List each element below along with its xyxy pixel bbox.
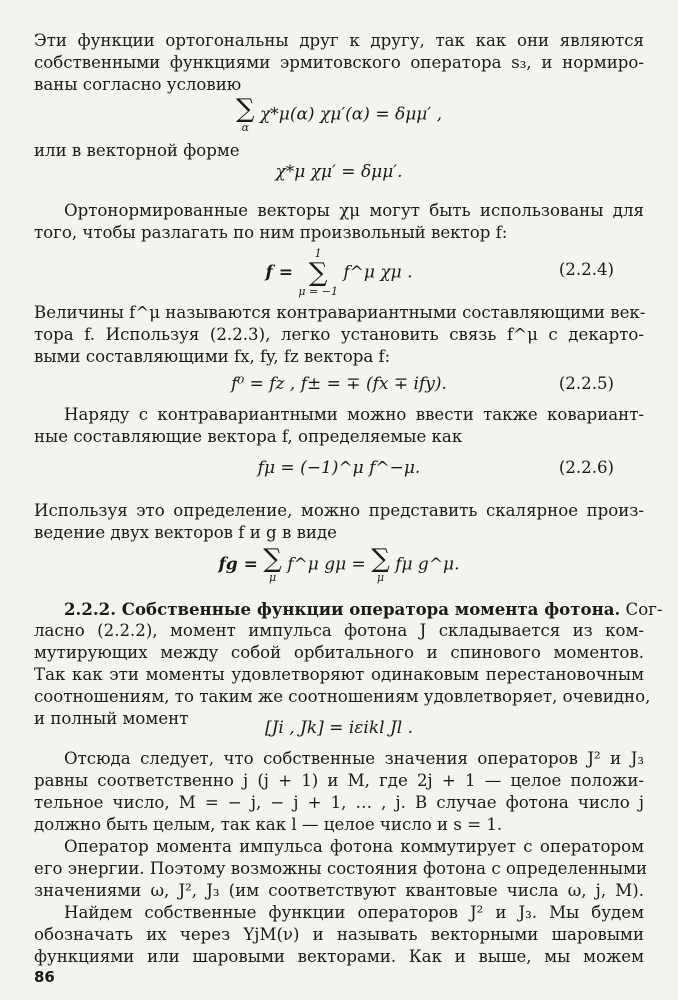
equation-number: (2.2.4) [558,260,614,279]
text-line: равны соответственно j (j + 1) и M, где 2j + 1 — целое положи- [34,771,644,790]
equation-body: χ*μ(α) χμ′(α) = δμμ′ , [259,104,442,125]
text-line: ные составляющие вектора f, определяемые как [34,427,463,446]
text-line: ласно (2.2.2), момент импульса фотона J складывается из ком- [34,621,644,640]
section-heading-line [64,598,663,621]
equation-2-2-6 [34,456,644,480]
text-line: ваны согласно условию [34,75,242,94]
text-line: функциями или шаровыми векторами. Как и выше, мы можем [34,947,644,966]
text-line: тора f. Используя (2.2.3), легко установить связь f^μ с декарто- [34,325,644,344]
text-line: соотношениям, то таким же соотношениям удовлетворяет, очевидно, [34,687,651,706]
text-line: и полный момент [34,709,189,728]
text-line: должно быть целым, так как l — целое число и s = 1. [34,815,503,834]
text-line: Найдем собственные функции операторов J² и J₃. Мы будем [64,903,644,922]
equation-middle: f^μ gμ = [287,554,366,575]
equation-number: (2.2.5) [558,374,614,393]
equation-number: (2.2.6) [558,458,614,477]
equation-body: f⁰ = fz , f± = ∓ (fx ∓ ify). [231,374,447,394]
text-line: Отсюда следует, что собственные значения операторов J² и J₃ [64,749,644,768]
equation-vector-form: χ*μ χμ′ = δμμ′. [275,162,403,182]
sum-symbol: 1 ∑ μ = −1 [298,247,338,298]
text-line: его энергии. Поэтому возможны состояния фотона с определенными [34,859,648,878]
text-line: выми составляющими fx, fy, fz вектора f: [34,347,391,366]
sum-symbol: ∑ μ [263,544,282,584]
text-line: ведение двух векторов f и g в виде [34,523,338,542]
equation-rhs: f^μ χμ . [343,262,413,283]
text-line: Ортонормированные векторы χμ могут быть использованы для [64,201,644,220]
text-line: Наряду с контравариантными можно ввести также ковариант- [64,405,644,424]
text-line: или в векторной форме [34,141,240,160]
equation-commutator: [Ji , Jk] = iεikl Jl . [264,718,414,738]
equation-orthonormality-sum [34,96,644,136]
equation-scalar-product [34,546,644,586]
text-line: собственными функциями эрмитовского оператора s₃, и нормиро- [34,53,644,72]
sum-symbol: ∑ α [236,94,255,134]
text-line: Так как эти моменты удовлетворяют одинаковым перестановочным [34,665,644,684]
equation-rhs: fμ g^μ. [395,554,460,575]
equation-2-2-4 [34,247,644,298]
text-fragment: Сог- [625,600,663,619]
sum-symbol: ∑ μ [371,544,390,584]
text-line: Величины f^μ называются контравариантными составляющими век- [34,303,646,322]
equation-2-2-5 [34,372,644,396]
equation-lhs: f = [265,262,293,283]
text-line: мутирующих между собой орбитального и спинового моментов. [34,643,644,662]
text-line: Эти функции ортогональны друг к другу, так как они являются [34,31,644,50]
equation-body: fμ = (−1)^μ f^−μ. [257,458,421,478]
text-line: обозначать их через YjM(ν) и называть векторными шаровыми [34,925,644,944]
text-line: того, чтобы разлагать по ним произвольный вектор f: [34,223,508,242]
text-line: значениями ω, J², J₃ (им соответствуют квантовые числа ω, j, M). [34,881,644,900]
section-title: 2.2.2. Собственные функции оператора момента фотона. [64,599,621,619]
text-line: Используя это определение, можно представить скалярное произ- [34,501,644,520]
equation-lhs: fg = [218,554,258,575]
text-line: Оператор момента импульса фотона коммутирует с оператором [64,837,644,856]
text-line: тельное число, M = − j, − j + 1, … , j. В случае фотона число j [34,793,644,812]
page-number: 86 [34,968,55,986]
